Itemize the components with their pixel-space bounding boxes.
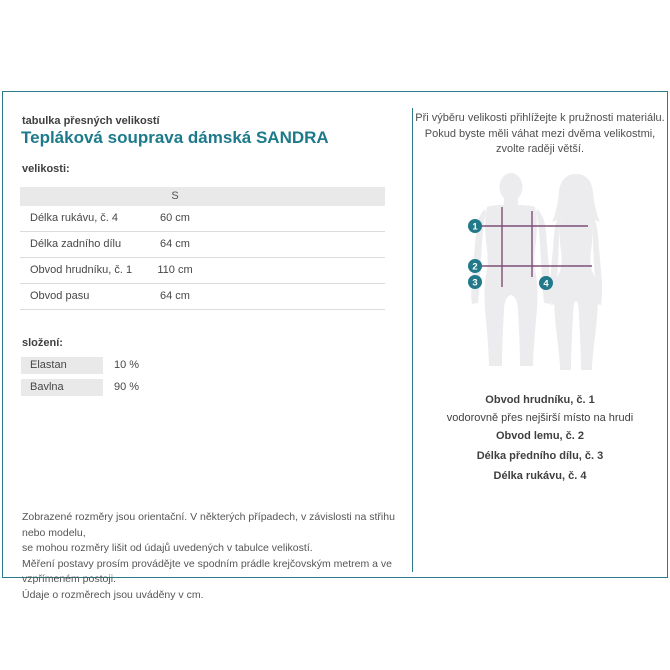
composition-row (21, 379, 139, 396)
material-label: Elastan (21, 357, 103, 374)
sizing-advice-note (413, 111, 667, 158)
disclaimer-line: Zobrazené rozměry jsou orientační. V některých případech, v závislosti na střihu nebo modelu, (22, 511, 395, 539)
disclaimer-text (22, 510, 397, 603)
table-row (20, 258, 385, 284)
sizes-section-label: velikosti: (22, 163, 70, 175)
measure-value: 60 cm (160, 212, 190, 224)
svg-text:4: 4 (543, 278, 549, 290)
marker-1-badge (468, 219, 482, 233)
svg-text:1: 1 (472, 221, 478, 233)
note-line: zvolte raději větší. (495, 143, 585, 155)
legend-chest-hint: vodorovně přes nejširší místo na hrudi (446, 412, 634, 424)
measurement-figure (435, 165, 665, 380)
table-kicker: tabulka přesných velikostí (22, 115, 160, 127)
note-line: Pokud byste měli váhat mezi dvěma velikostmi, (424, 127, 656, 140)
disclaimer-line: se mohou rozměry lišit od údajů uvedených v tabulce velikostí. (22, 542, 313, 554)
material-label: Bavlna (21, 379, 103, 396)
svg-text:2: 2 (472, 261, 478, 273)
table-row (20, 284, 385, 310)
page-title: Tepláková souprava dámská SANDRA (21, 128, 329, 147)
measurement-legend (413, 392, 667, 484)
note-line: Při výběru velikosti přihlížejte k pružnosti materiálu. (415, 112, 665, 124)
measure-label: Obvod hrudníku, č. 1 (30, 264, 133, 276)
marker-2-badge (468, 259, 482, 273)
disclaimer-line: Měření postavy prosím provádějte ve spodním prádle krejčovským metrem a ve vzpřímeném postoji. (22, 557, 392, 585)
legend-front-length: Délka předního dílu, č. 3 (476, 450, 604, 462)
male-right-arm (536, 209, 551, 304)
measure-value: 64 cm (160, 290, 190, 302)
composition-table (21, 357, 139, 401)
table-row (20, 206, 385, 232)
svg-text:3: 3 (472, 277, 478, 289)
female-silhouette (550, 174, 602, 370)
size-column-header: S (171, 190, 179, 202)
material-percentage: 10 % (114, 359, 140, 371)
measure-value: 110 cm (157, 264, 193, 276)
header-spacer (20, 187, 135, 206)
marker-3-badge (468, 275, 482, 289)
legend-hem: Obvod lemu, č. 2 (495, 430, 585, 442)
legend-chest: Obvod hrudníku, č. 1 (485, 394, 595, 406)
measure-label: Délka rukávu, č. 4 (30, 212, 119, 224)
size-table (20, 187, 385, 310)
size-table-header-row (20, 187, 385, 206)
measure-label: Délka zadního dílu (30, 238, 122, 250)
composition-section-label: složení: (22, 337, 63, 349)
table-row (20, 232, 385, 258)
measure-value: 64 cm (160, 238, 190, 250)
disclaimer-line: Údaje o rozměrech jsou uváděny v cm. (22, 588, 204, 601)
legend-sleeve-length: Délka rukávu, č. 4 (493, 470, 587, 482)
male-silhouette (471, 173, 551, 366)
measure-label: Obvod pasu (30, 290, 90, 302)
composition-row (21, 357, 139, 374)
marker-4-badge (539, 276, 553, 290)
panel-divider (412, 108, 413, 572)
material-percentage: 90 % (114, 381, 140, 393)
